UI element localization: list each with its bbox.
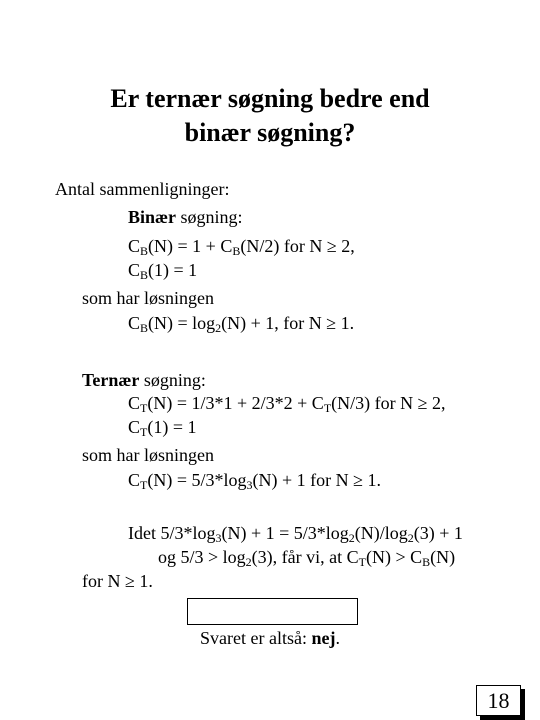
answer-suffix: . — [335, 628, 340, 648]
text-part: (N) + 1, for N ≥ 1. — [221, 313, 355, 333]
ternary-base-case — [128, 416, 197, 438]
text-part: C — [128, 470, 141, 490]
subscript: B — [232, 244, 241, 258]
subscript: 2 — [348, 531, 355, 545]
subscript: T — [358, 555, 366, 569]
ternary-recurrence — [128, 392, 446, 414]
text-part: (N) > C — [365, 547, 423, 567]
text-part: (N/3) for N ≥ 2, — [331, 393, 446, 413]
binary-heading-rest: søgning: — [176, 207, 243, 227]
title-line-1: Er ternær søgning bedre end — [110, 84, 430, 113]
conclusion-og — [158, 546, 455, 568]
ternary-solution — [128, 469, 381, 491]
text-part: (N/2) for N ≥ 2, — [240, 236, 355, 256]
subscript: T — [140, 425, 148, 439]
binary-heading-bold: Binær — [128, 207, 177, 227]
page-title — [0, 82, 540, 150]
text-part: (N) — [430, 547, 456, 567]
ternary-heading-bold: Ternær — [82, 370, 140, 390]
text-part: (1) = 1 — [148, 260, 198, 280]
subscript: T — [140, 401, 148, 415]
text-part: (3) + 1 — [413, 523, 463, 543]
binary-recurrence — [128, 235, 355, 257]
text-part: (N)/log — [354, 523, 408, 543]
text-part: Idet 5/3*log — [128, 523, 216, 543]
subscript: B — [140, 321, 149, 335]
text-part: (N) = 5/3*log — [147, 470, 247, 490]
subscript: 2 — [215, 321, 222, 335]
text-part: C — [128, 260, 141, 280]
subscript: B — [140, 268, 149, 282]
text-part: (N) = 1 + C — [148, 236, 233, 256]
subscript: B — [422, 555, 431, 569]
title-line-2: binær søgning? — [184, 118, 356, 147]
subscript: T — [140, 478, 148, 492]
text-part: C — [128, 236, 141, 256]
binary-solution — [128, 312, 354, 334]
text-part: (N) = log — [148, 313, 216, 333]
text-part: (3), får vi, at C — [251, 547, 359, 567]
solution-label-ternary: som har løsningen — [82, 445, 214, 465]
binary-base-case — [128, 259, 197, 281]
subscript: 3 — [215, 531, 222, 545]
conclusion-for-n: for N ≥ 1. — [82, 571, 153, 591]
text-part: C — [128, 417, 141, 437]
text-part: C — [128, 393, 141, 413]
text-part: (1) = 1 — [147, 417, 197, 437]
text-part: og 5/3 > log — [158, 547, 246, 567]
subscript: 3 — [246, 478, 253, 492]
subscript: 2 — [245, 555, 252, 569]
ternary-heading — [82, 369, 206, 391]
text-part: (N) + 1 = 5/3*log — [221, 523, 349, 543]
subscript: 2 — [407, 531, 414, 545]
solution-label-binary: som har løsningen — [82, 288, 214, 308]
conclusion-idet — [128, 522, 463, 544]
answer-box — [187, 598, 358, 625]
text-part: (N) + 1 for N ≥ 1. — [252, 470, 382, 490]
answer-text — [200, 627, 340, 649]
binary-heading — [128, 206, 243, 228]
subscript: B — [140, 244, 149, 258]
ternary-heading-rest: søgning: — [139, 370, 206, 390]
answer-bold: nej — [311, 628, 336, 648]
text-part: (N) = 1/3*1 + 2/3*2 + C — [147, 393, 324, 413]
text-part: C — [128, 313, 141, 333]
antal-label: Antal sammenligninger: — [55, 179, 230, 199]
page-number: 18 — [476, 685, 521, 716]
answer-prefix: Svaret er altså: — [200, 628, 312, 648]
subscript: T — [323, 401, 332, 415]
